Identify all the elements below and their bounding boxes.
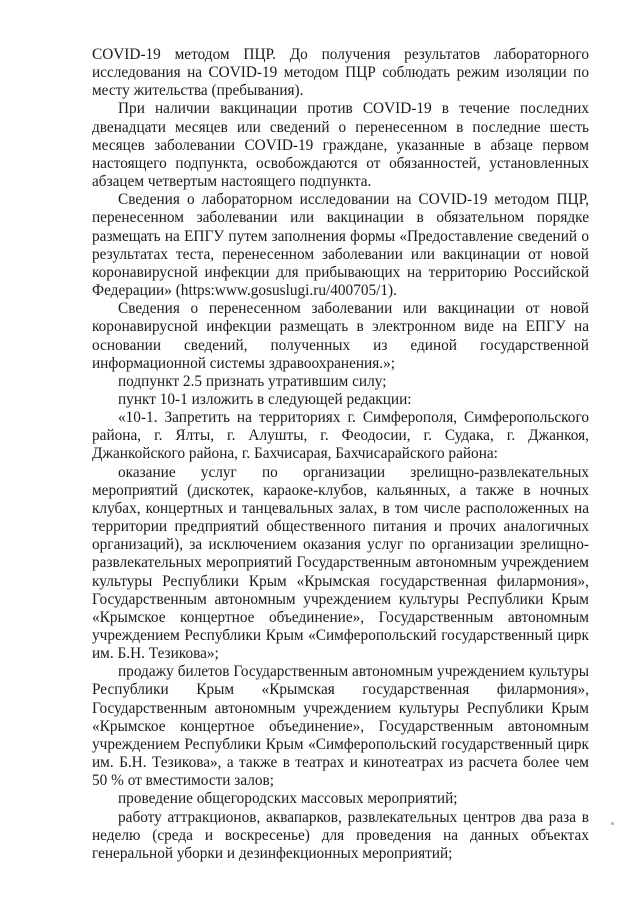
paragraph: проведение общегородских массовых мероприятий; <box>118 790 458 808</box>
paragraph: подпункт 2.5 признать утратившим силу; <box>118 372 387 390</box>
paragraph: продажу билетов Государственным автономным учреждением культуры Республики Крым «Крымская государственная филармония», Государственным автономным учреждением культуры Республики Крым «Крымское концертное объединение», Государственным автономным учреждением Республики Крым «Симферопольский государственный цирк им. Б.Н. Тезикова», а также в театрах и кинотеатрах из расчета более чем 50 % от вместимости залов; <box>92 663 589 790</box>
paragraph: пункт 10-1 изложить в следующей редакции: <box>118 390 412 408</box>
paragraph: «10-1. Запретить на территориях г. Симферополя, Симферопольского района, г. Ялты, г. Алушты, г. Феодосии, г. Судака, г. Джанкоя, Джанкойского района, г. Бахчисарая, Бахчисарайского района: <box>92 409 589 463</box>
paragraph: работу аттракционов, аквапарков, развлекательных центров два раза в неделю (среда и воскресенье) для проведения на данных объектах генеральной уборки и дезинфекционных мероприятий; <box>92 808 589 862</box>
paragraph: Сведения о лабораторном исследовании на COVID-19 методом ПЦР, перенесенном заболевании или вакцинации в обязательном порядке размещать на ЕПГУ путем заполнения формы «Предоставление сведений о результатах теста, перенесенном заболевании или вакцинации от новой коронавирусной инфекции для прибывающих на территорию Российской Федерации» (https:www.gosuslugi.ru/400705/1). <box>92 191 589 300</box>
paragraph: При наличии вакцинации против COVID-19 в течение последних двенадцати месяцев или сведений о перенесенном в последние шесть месяцев заболевании COVID-19 граждане, указанные в абзаце первом настоящего подпункта, освобождаются от обязанностей, установленных абзацем четвертым настоящего подпункта. <box>92 100 589 191</box>
paragraph: оказание услуг по организации зрелищно-развлекательных мероприятий (дискотек, караоке-клубов, кальянных, а также в ночных клубах, концертных и танцевальных залах, в том числе расположенных на территории предприятий общественного питания и прочих аналогичных организаций), за исключением оказания услуг по организации зрелищно-развлекательных мероприятий Государственным автономным учреждением культуры Республики Крым «Крымская государственная филармония», Государственным автономным учреждением культуры Республики Крым «Крымское концертное объединение», Государственным автономным учреждением Республики Крым «Симферопольский государственный цирк им. Б.Н. Тезикова»; <box>92 463 589 663</box>
scan-speck <box>611 822 614 825</box>
paragraph: Сведения о перенесенном заболевании или вакцинации от новой коронавирусной инфекции размещать в электронном виде на ЕПГУ на основании сведений, полученных из единой государственной информационной системы здравоохранения.»; <box>92 300 589 372</box>
document-body <box>92 46 589 863</box>
paragraph: COVID-19 методом ПЦР. До получения результатов лабораторного исследования на COVID-19 методом ПЦР соблюдать режим изоляции по месту жительства (пребывания). <box>92 46 589 100</box>
